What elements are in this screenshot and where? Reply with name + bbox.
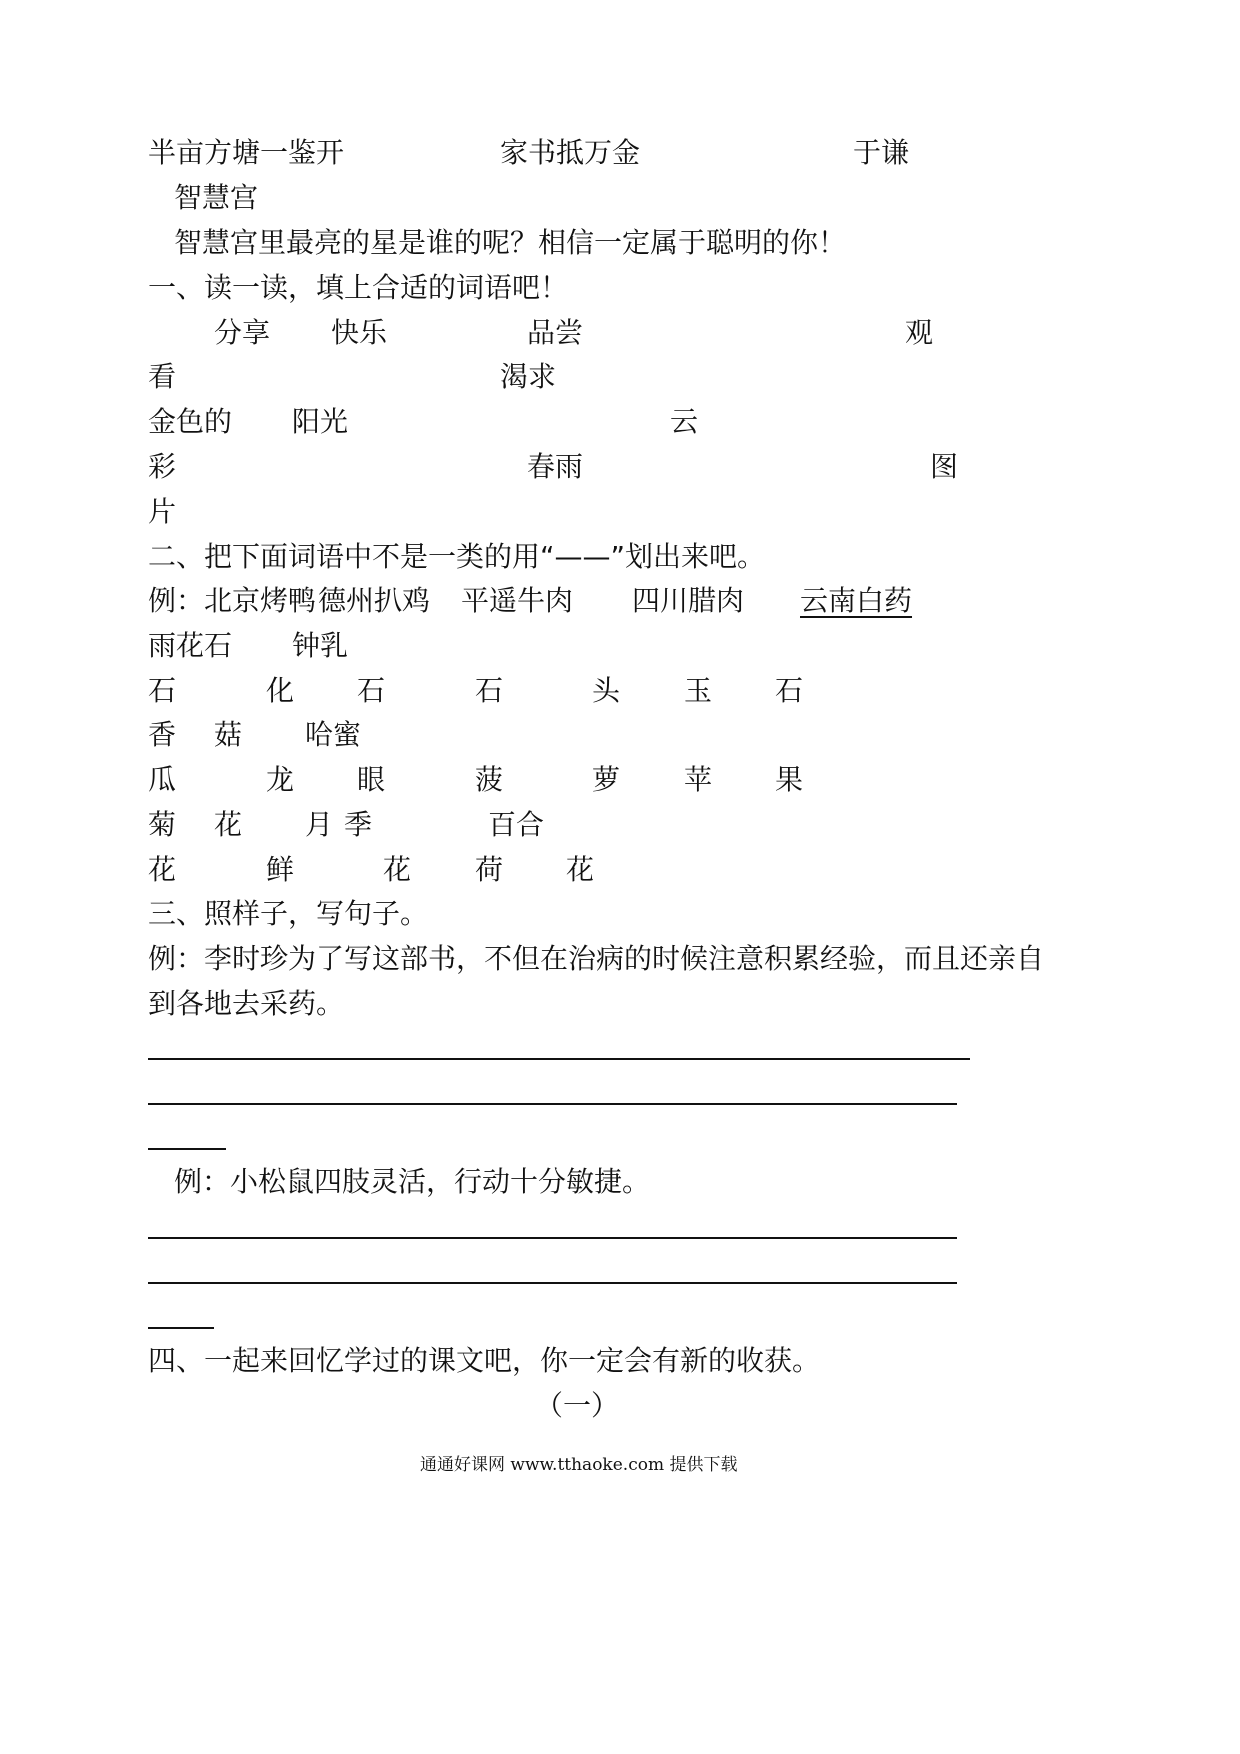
- q1-word: 片: [148, 495, 177, 528]
- q2-word: 花: [148, 853, 177, 886]
- q2-word: 雨花石: [148, 629, 233, 662]
- q2-example-word: 四川腊肉: [632, 584, 745, 617]
- q1-word: 快乐: [331, 316, 388, 349]
- q2-example-word: 德州扒鸡: [318, 584, 431, 617]
- q2-word: 花: [566, 853, 595, 886]
- poem-author: 于谦: [853, 136, 910, 169]
- intro-text: 智慧宫里最亮的星是谁的呢？相信一定属于聪明的你！: [174, 226, 847, 259]
- q2-word: 石: [148, 674, 177, 707]
- q2-word: 月: [305, 808, 334, 841]
- poem-line-2: 家书抵万金: [500, 136, 641, 169]
- answer-line[interactable]: [148, 1327, 214, 1329]
- q1-word: 分享: [214, 316, 271, 349]
- q2-word: 花: [383, 853, 412, 886]
- answer-line[interactable]: [148, 1237, 957, 1239]
- answer-line[interactable]: [148, 1148, 226, 1150]
- q1-word: 图: [930, 450, 959, 483]
- answer-line[interactable]: [148, 1058, 970, 1060]
- q2-word: 玉: [684, 674, 713, 707]
- q2-word: 花: [214, 808, 243, 841]
- q2-word: 哈蜜: [305, 718, 362, 751]
- q2-word: 果: [775, 763, 804, 796]
- q3-title: 三、照样子，写句子。: [148, 897, 429, 930]
- q1-title: 一、读一读，填上合适的词语吧！: [148, 271, 569, 304]
- q2-word: 龙: [266, 763, 295, 796]
- q2-word: 荷: [475, 853, 504, 886]
- q1-word: 阳光: [292, 405, 349, 438]
- q1-word: 观: [905, 316, 934, 349]
- q2-word: 钟乳: [292, 629, 349, 662]
- q2-word: 萝: [592, 763, 621, 796]
- section-title: 智慧宫: [174, 181, 259, 214]
- q3-example2: 例：小松鼠四肢灵活，行动十分敏捷。: [174, 1165, 651, 1198]
- q1-word: 看: [148, 360, 177, 393]
- q2-word: 瓜: [148, 763, 177, 796]
- q2-word: 头: [592, 674, 621, 707]
- q2-example-answer-underlined: 云南白药: [800, 584, 913, 617]
- q2-word: 香: [148, 718, 177, 751]
- q1-word: 云: [670, 405, 699, 438]
- q2-word: 眼: [357, 763, 386, 796]
- q4-title: 四、一起来回忆学过的课文吧，你一定会有新的收获。: [148, 1344, 821, 1377]
- answer-line[interactable]: [148, 1103, 957, 1105]
- q2-example-word: 平遥牛肉: [461, 584, 574, 617]
- q3-example1-line1: 例：李时珍为了写这部书，不但在治病的时候注意积累经验，而且还亲自: [148, 942, 1045, 975]
- q2-word: 菊: [148, 808, 177, 841]
- q2-word: 苹: [684, 763, 713, 796]
- q1-word: 品尝: [527, 316, 584, 349]
- q2-word: 菇: [214, 718, 243, 751]
- q2-word: 化: [266, 674, 295, 707]
- q2-word: 石: [357, 674, 386, 707]
- q2-word: 季: [344, 808, 373, 841]
- q2-word: 石: [475, 674, 504, 707]
- q1-word: 金色的: [148, 405, 233, 438]
- q2-word: 百合: [488, 808, 545, 841]
- q1-word: 彩: [148, 450, 177, 483]
- q2-example-word: 例：北京烤鸭: [148, 584, 317, 617]
- q3-example1-line2: 到各地去采药。: [148, 987, 345, 1020]
- q2-word: 鲜: [266, 853, 295, 886]
- q2-word: 菠: [475, 763, 504, 796]
- q4-subsection: （一）: [535, 1389, 620, 1422]
- poem-line-1: 半亩方塘一鉴开: [148, 136, 345, 169]
- footer-credit: 通通好课网 www.tthaoke.com 提供下载: [420, 1455, 738, 1475]
- answer-line[interactable]: [148, 1282, 957, 1284]
- q2-word: 石: [775, 674, 804, 707]
- q1-word: 渴求: [500, 360, 557, 393]
- q1-word: 春雨: [527, 450, 584, 483]
- q2-title: 二、把下面词语中不是一类的用“——”划出来吧。: [148, 540, 766, 573]
